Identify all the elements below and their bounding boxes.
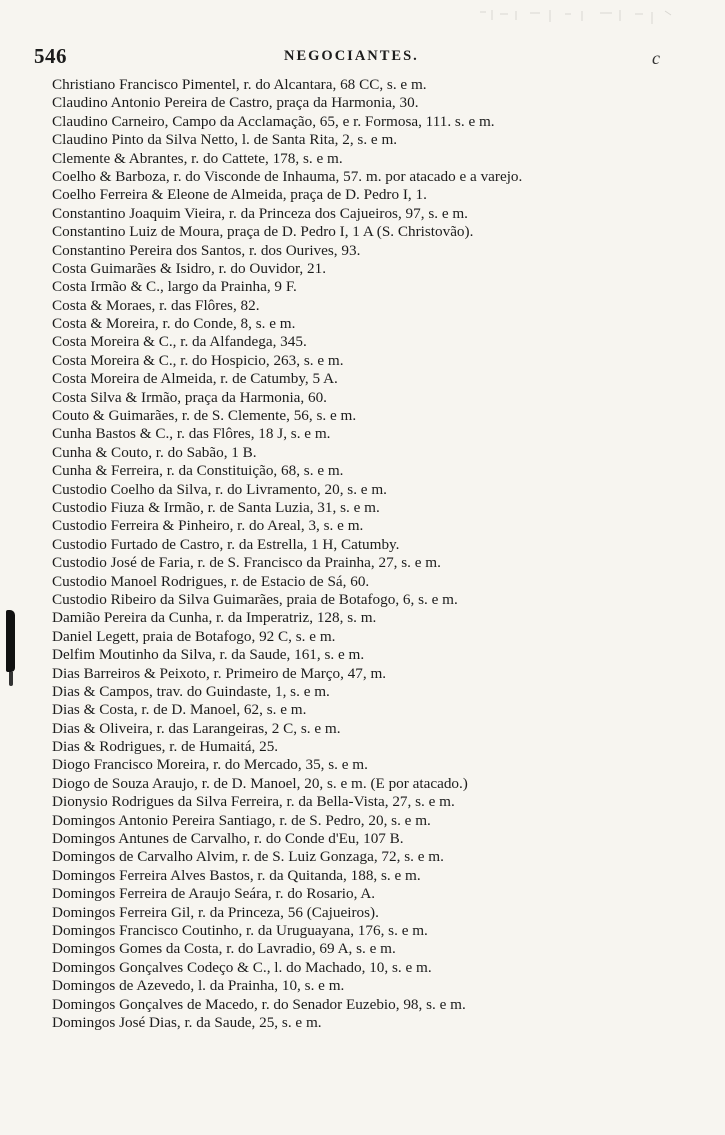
merchant-entry: Daniel Legett, praia de Botafogo, 92 C, s. e m. [52, 627, 336, 645]
merchant-entry: Costa Guimarães & Isidro, r. do Ouvidor, 21. [52, 259, 326, 277]
merchant-entry: Dias & Oliveira, r. das Larangeiras, 2 C, s. e m. [52, 719, 341, 737]
merchant-entry: Costa Moreira & C., r. da Alfandega, 345. [52, 333, 307, 351]
merchant-entry: Custodio Ferreira & Pinheiro, r. do Areal, 3, s. e m. [52, 517, 364, 535]
merchant-entry: Custodio Fiuza & Irmão, r. de Santa Luzia, 31, s. e m. [52, 498, 380, 516]
merchant-entry: Domingos Ferreira Gil, r. da Princeza, 56 (Cajueiros). [52, 903, 379, 921]
running-title: NEGOCIANTES. [284, 48, 419, 64]
merchant-entry: Domingos Gonçalves de Macedo, r. do Senador Euzebio, 98, s. e m. [52, 995, 466, 1013]
merchant-entry: Costa Silva & Irmão, praça da Harmonia, 60. [52, 388, 327, 406]
merchant-entry: Clemente & Abrantes, r. do Cattete, 178, s. e m. [52, 149, 343, 167]
merchant-entry: Custodio Furtado de Castro, r. da Estrella, 1 H, Catumby. [52, 535, 400, 553]
merchant-entry: Coelho & Barboza, r. do Visconde de Inhauma, 57. m. por atacado e a varejo. [52, 167, 523, 185]
merchant-entry: Constantino Luiz de Moura, praça de D. Pedro I, 1 A (S. Christovão). [52, 223, 474, 241]
merchant-entry: Domingos de Carvalho Alvim, r. de S. Luiz Gonzaga, 72, s. e m. [52, 848, 444, 866]
handwritten-corner-mark: c [652, 48, 660, 68]
merchant-entry: Dias & Costa, r. de D. Manoel, 62, s. e m. [52, 701, 307, 719]
bleed-through-marks [470, 2, 680, 36]
merchant-entry-list [52, 76, 712, 1032]
merchant-entry: Domingos Ferreira Alves Bastos, r. da Quitanda, 188, s. e m. [52, 866, 421, 884]
merchant-entry: Domingos de Azevedo, l. da Prainha, 10, s. e m. [52, 977, 345, 995]
merchant-entry: Custodio Coelho da Silva, r. do Livramento, 20, s. e m. [52, 480, 387, 498]
merchant-entry: Dias & Rodrigues, r. de Humaitá, 25. [52, 738, 279, 756]
merchant-entry: Constantino Pereira dos Santos, r. dos Ourives, 93. [52, 241, 361, 259]
merchant-entry: Custodio José de Faria, r. de S. Francisco da Prainha, 27, s. e m. [52, 554, 441, 572]
merchant-entry: Cunha Bastos & C., r. das Flôres, 18 J, s. e m. [52, 425, 331, 443]
merchant-entry: Dionysio Rodrigues da Silva Ferreira, r. da Bella-Vista, 27, s. e m. [52, 793, 455, 811]
merchant-entry: Domingos Antunes de Carvalho, r. do Conde d'Eu, 107 B. [52, 830, 404, 848]
merchant-entry: Christiano Francisco Pimentel, r. do Alcantara, 68 CC, s. e m. [52, 76, 427, 93]
merchant-entry: Costa Moreira & C., r. do Hospicio, 263, s. e m. [52, 351, 344, 369]
merchant-entry: Cunha & Ferreira, r. da Constituição, 68, s. e m. [52, 462, 344, 480]
merchant-entry: Domingos Gonçalves Codeço & C., l. do Machado, 10, s. e m. [52, 958, 432, 976]
merchant-entry: Custodio Ribeiro da Silva Guimarães, praia de Botafogo, 6, s. e m. [52, 590, 458, 608]
merchant-entry: Claudino Antonio Pereira de Castro, praça da Harmonia, 30. [52, 94, 419, 112]
merchant-entry: Couto & Guimarães, r. de S. Clemente, 56, s. e m. [52, 407, 357, 425]
merchant-entry: Damião Pereira da Cunha, r. da Imperatriz, 128, s. m. [52, 609, 377, 627]
merchant-entry: Domingos José Dias, r. da Saude, 25, s. e m. [52, 1013, 322, 1031]
merchant-entry: Custodio Manoel Rodrigues, r. de Estacio de Sá, 60. [52, 572, 370, 590]
merchant-entry: Claudino Carneiro, Campo da Acclamação, 65, e r. Formosa, 111. s. e m. [52, 112, 495, 130]
merchant-entry: Domingos Francisco Coutinho, r. da Uruguayana, 176, s. e m. [52, 921, 428, 939]
merchant-entry: Diogo de Souza Araujo, r. de D. Manoel, 20, s. e m. (E por atacado.) [52, 774, 468, 792]
merchant-entry: Domingos Ferreira de Araujo Seára, r. do Rosario, A. [52, 885, 376, 903]
merchant-entry: Delfim Moutinho da Silva, r. da Saude, 161, s. e m. [52, 646, 365, 664]
merchant-entry: Costa & Moraes, r. das Flôres, 82. [52, 296, 260, 314]
merchant-entry: Diogo Francisco Moreira, r. do Mercado, 35, s. e m. [52, 756, 368, 774]
merchant-entry: Cunha & Couto, r. do Sabão, 1 B. [52, 443, 257, 461]
merchant-entry: Domingos Antonio Pereira Santiago, r. de S. Pedro, 20, s. e m. [52, 811, 431, 829]
merchant-entry: Domingos Gomes da Costa, r. do Lavradio, 69 A, s. e m. [52, 940, 396, 958]
merchant-entry: Constantino Joaquim Vieira, r. da Princeza dos Cajueiros, 97, s. e m. [52, 204, 468, 222]
merchant-entry: Dias & Campos, trav. do Guindaste, 1, s. e m. [52, 682, 330, 700]
page-number: 546 [34, 44, 67, 68]
merchant-entry: Claudino Pinto da Silva Netto, l. de Santa Rita, 2, s. e m. [52, 131, 398, 149]
merchant-entry: Dias Barreiros & Peixoto, r. Primeiro de Março, 47, m. [52, 664, 387, 682]
page-header [34, 44, 674, 72]
ink-blot-mark [6, 610, 15, 672]
merchant-entry: Costa & Moreira, r. do Conde, 8, s. e m. [52, 315, 296, 333]
merchant-entry: Costa Moreira de Almeida, r. de Catumby, 5 A. [52, 370, 338, 388]
merchant-entry: Coelho Ferreira & Eleone de Almeida, praça de D. Pedro I, 1. [52, 186, 427, 204]
merchant-entry: Costa Irmão & C., largo da Prainha, 9 F. [52, 278, 297, 296]
